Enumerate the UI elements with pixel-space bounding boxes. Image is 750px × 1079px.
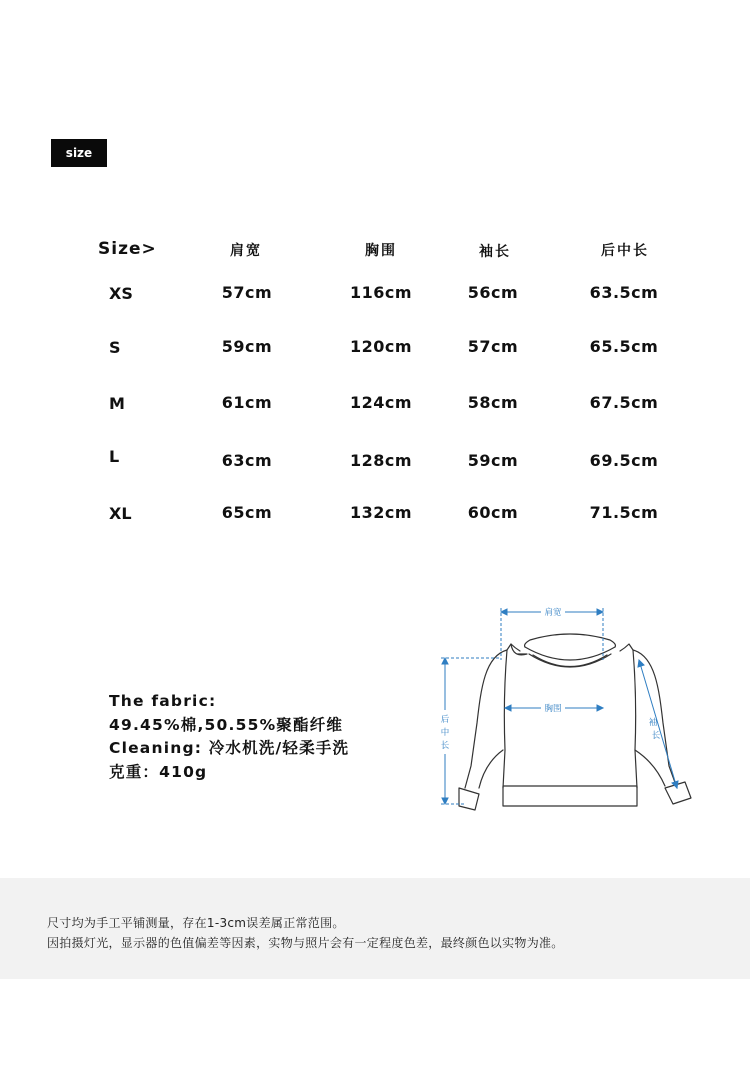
table-cell: 61cm: [221, 393, 273, 412]
length-label-char: 中: [440, 728, 450, 738]
fabric-cleaning: Cleaning: 冷水机洗/轻柔手洗: [109, 739, 350, 757]
table-cell: 57cm: [467, 337, 519, 356]
table-cell: 59cm: [467, 451, 519, 470]
fabric-info: [109, 690, 349, 784]
row-label-m: M: [109, 394, 125, 413]
fabric-title: The fabric:: [109, 692, 217, 710]
table-cell: 59cm: [221, 337, 273, 356]
column-header-length: 后中长: [601, 243, 649, 259]
table-cell: 65.5cm: [589, 337, 659, 356]
chest-label: 胸围: [544, 704, 562, 714]
table-cell: 71.5cm: [589, 503, 659, 522]
sweatshirt-measurement-diagram: [435, 598, 705, 818]
table-cell: 57cm: [221, 283, 273, 302]
fabric-weight: 克重：410g: [109, 762, 208, 781]
arrow-icon: [442, 798, 448, 804]
table-cell: 56cm: [467, 283, 519, 302]
table-cell: 69.5cm: [589, 451, 659, 470]
table-corner-label: Size>: [98, 239, 157, 259]
disclaimer-section: [0, 878, 750, 979]
length-label-char: 长: [440, 741, 450, 751]
table-cell: 67.5cm: [589, 393, 659, 412]
table-cell: 58cm: [467, 393, 519, 412]
table-cell: 63.5cm: [589, 283, 659, 302]
arrow-icon: [638, 660, 644, 667]
arrow-icon: [672, 781, 678, 788]
sleeve-line: [639, 660, 677, 788]
disclaimer-line-1: 尺寸均为手工平铺测量，存在1-3cm误差属正常范围。: [47, 916, 345, 930]
row-label-xs: XS: [109, 284, 133, 303]
size-tag: size: [51, 139, 107, 167]
fabric-composition: 49.45%棉,50.55%聚酯纤维: [109, 715, 344, 734]
column-header-sleeve: 袖长: [479, 244, 511, 260]
table-cell: 116cm: [349, 283, 413, 302]
sleeve-label-char: 长: [651, 731, 661, 741]
arrow-icon: [505, 705, 511, 711]
table-cell: 63cm: [221, 451, 273, 470]
table-cell: 132cm: [349, 503, 413, 522]
shoulder-label: 肩宽: [544, 608, 562, 618]
row-label-l: L: [109, 447, 120, 466]
row-label-s: S: [109, 338, 121, 357]
table-cell: 124cm: [349, 393, 413, 412]
disclaimer-line-2: 因拍摄灯光，显示器的色值偏差等因素，实物与照片会有一定程度色差，最终颜色以实物为准。: [47, 936, 564, 950]
arrow-icon: [442, 658, 448, 664]
column-header-shoulder: 肩宽: [230, 243, 262, 259]
table-cell: 128cm: [349, 451, 413, 470]
arrow-icon: [597, 705, 603, 711]
row-label-xl: XL: [109, 504, 132, 523]
arrow-icon: [597, 609, 603, 615]
table-cell: 120cm: [349, 337, 413, 356]
column-header-chest: 胸围: [365, 243, 397, 259]
table-cell: 60cm: [467, 503, 519, 522]
sleeve-label-char: 袖: [648, 718, 658, 728]
arrow-icon: [501, 609, 507, 615]
length-label-char: 后: [440, 715, 450, 725]
table-cell: 65cm: [221, 503, 273, 522]
